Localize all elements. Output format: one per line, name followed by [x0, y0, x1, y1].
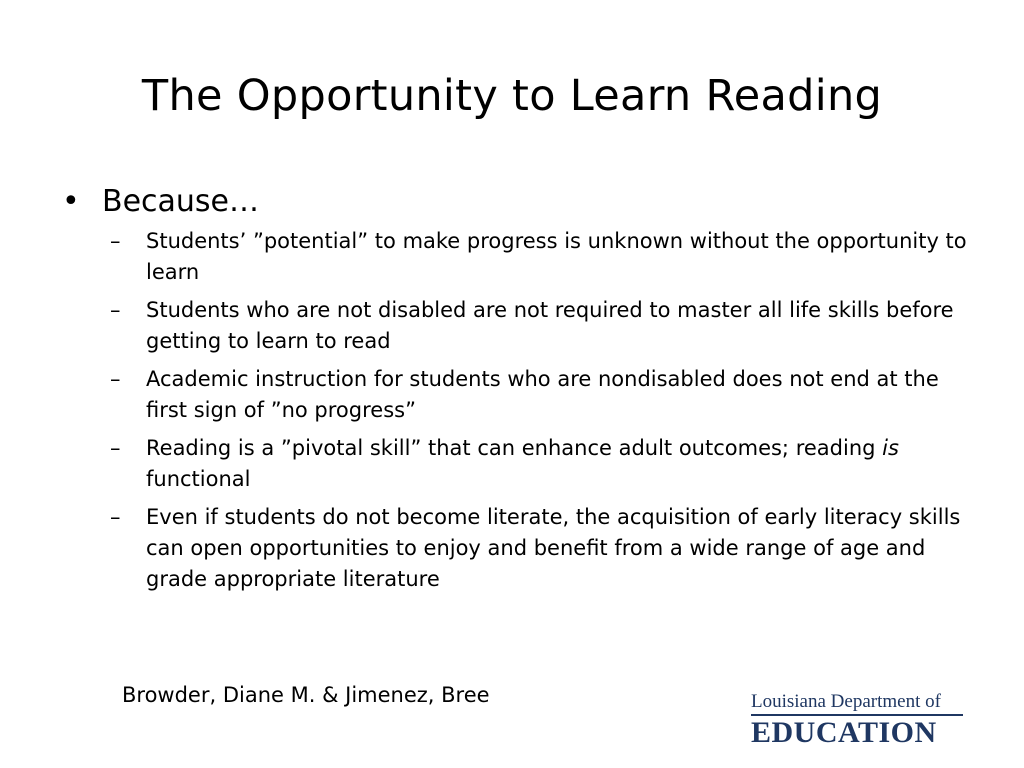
sub-bullet-list	[58, 226, 968, 595]
slide-body	[58, 180, 968, 602]
louisiana-education-logo	[751, 692, 963, 748]
sub-bullet-text: Students who are not disabled are not required to master all life skills before getting to learn to read	[146, 298, 954, 353]
sub-bullet-item	[58, 502, 968, 595]
bullet-because	[58, 180, 968, 224]
sub-bullet-item	[58, 433, 968, 495]
sub-bullet-item	[58, 295, 968, 357]
logo-education-text: EDUCATION	[751, 716, 937, 749]
sub-bullet-text-after: functional	[146, 467, 251, 491]
bullet-text: Because…	[102, 184, 260, 219]
dash-marker: –	[110, 229, 121, 253]
bullet-marker: •	[62, 184, 80, 219]
dash-marker: –	[110, 298, 121, 322]
sub-bullet-text: Academic instruction for students who are nondisabled does not end at the first sign of ”no progress”	[146, 367, 939, 422]
slide-title: The Opportunity to Learn Reading	[141, 71, 883, 121]
sub-bullet-item	[58, 364, 968, 426]
sub-bullet-text: Students’ ”potential” to make progress is unknown without the opportunity to learn	[146, 229, 967, 284]
citation: Browder, Diane M. & Jimenez, Bree	[122, 683, 490, 707]
sub-bullet-text-before: Reading is a ”pivotal skill” that can enhance adult outcomes; reading	[146, 436, 883, 460]
dash-marker: –	[110, 367, 121, 391]
dash-marker: –	[110, 505, 121, 529]
dash-marker: –	[110, 436, 121, 460]
sub-bullet-emphasis: is	[882, 436, 899, 460]
logo-department-text: Louisiana Department of	[751, 691, 941, 712]
sub-bullet-text: Even if students do not become literate, the acquisition of early literacy skills can open opportunities to enjoy and benefit from a wide range of age and grade appropriate literature	[146, 505, 961, 591]
sub-bullet-item	[58, 226, 968, 288]
